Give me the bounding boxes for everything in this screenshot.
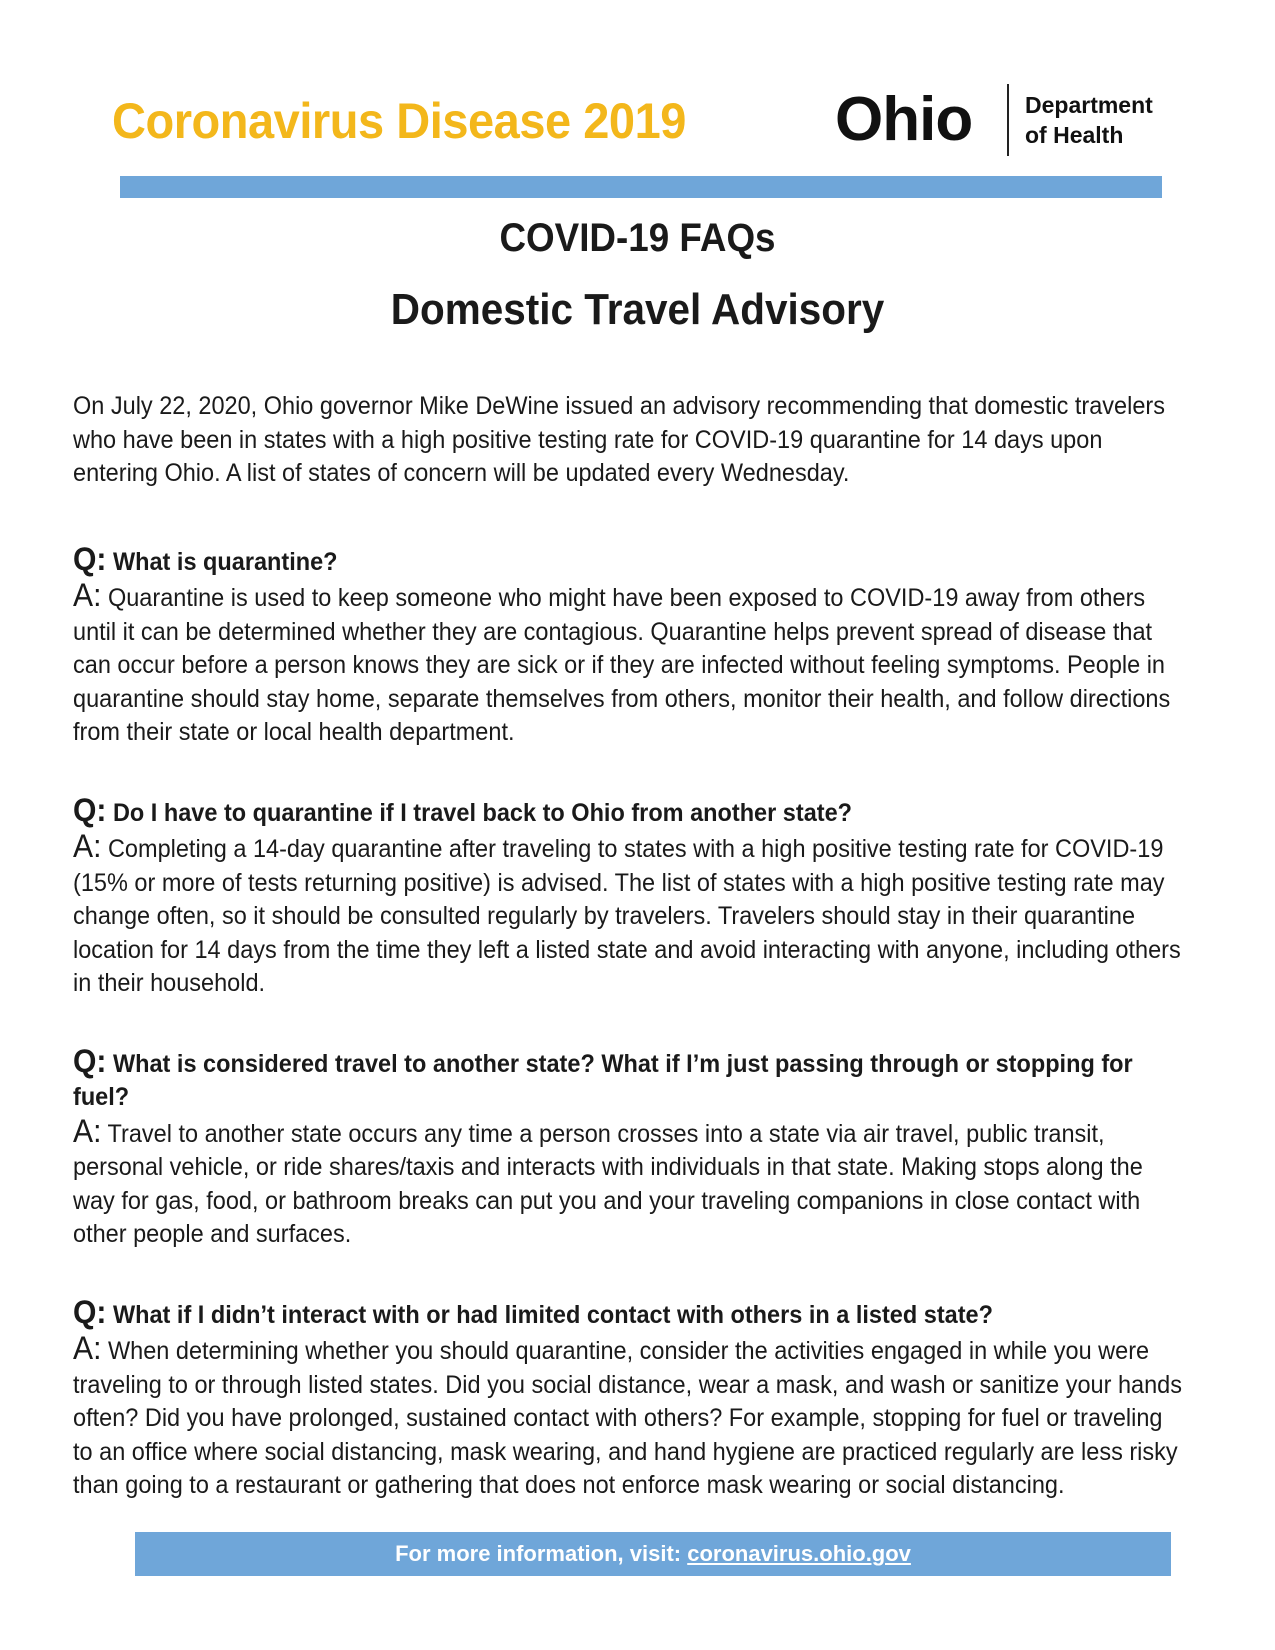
faq-question [73,1042,1182,1115]
logo-wordmark: Ohio [835,85,973,154]
question-text: What is quarantine? [112,547,338,576]
faq-item [73,1042,1182,1252]
answer-text: Quarantine is used to keep someone who might have been exposed to COVID-19 away from others until it can be determined whether they are contagious. Quarantine helps prevent spread of disease that can occur before a person knows they are sick or if they are infected without feeling symptoms. People in quarantine should stay home, separate themselves from others, monitor their health, and follow directions from their state or local health department. [73,584,1171,746]
answer-text: When determining whether you should quarantine, consider the activities engaged in while you were traveling to or through listed states. Did you social distance, wear a mask, and wash or sanitize your hands often? Did you have prolonged, sustained contact with others? For example, stopping for fuel or traveling to an office where social distancing, mask wearing, and hand hygiene are practiced regularly are less risky than going to a restaurant or gathering that does not enforce mask wearing or social distancing. [73,1337,1182,1499]
faq-question [73,540,1182,580]
answer-prefix: A: [73,577,102,613]
answer-prefix: A: [73,1112,102,1149]
logo-dept-line2: of Health [1025,122,1124,148]
ohio-department-of-health-logo [835,80,1175,160]
faq-item [73,540,1182,750]
logo-divider [1007,84,1009,156]
question-text: Do I have to quarantine if I travel back to Ohio from another state? [112,798,853,827]
faq-answer [73,1332,1182,1503]
faq-question [73,1293,1182,1333]
faq-answer [73,1112,1182,1252]
header-divider-bar [120,176,1162,198]
faq-item [73,1293,1182,1503]
document-subtitle: Domestic Travel Advisory [390,285,885,334]
answer-prefix: A: [73,1330,102,1366]
question-text: What if I didn’t interact with or had limited contact with others in a listed state? [112,1300,993,1329]
answer-text: Travel to another state occurs any time a person crosses into a state via air travel, public transit, personal vehicle, or ride shares/taxis and interacts with individuals in that state. Making stops along the way for gas, food, or bathroom breaks can put you and your traveling companions in close contact with other people and surfaces. [73,1119,1143,1248]
question-prefix: Q: [73,791,107,828]
logo-dept-line1: Department [1025,92,1153,118]
answer-prefix: A: [73,828,102,864]
answer-text: Completing a 14-day quarantine after traveling to states with a high positive testing rate for COVID-19 (15% or more of tests returning positive) is advised. The list of states with a high positive testing rate may change often, so it should be consulted regularly by travelers. Travelers should stay in their quarantine location for 14 days from the time they left a listed state and avoid interacting with anyone, including others in their household. [73,835,1181,997]
document-title: COVID-19 FAQs [499,216,776,260]
faq-item [73,791,1182,1001]
logo-department-text [1025,90,1153,150]
faq-answer [73,579,1182,750]
question-prefix: Q: [73,540,107,577]
faq-question [73,791,1182,831]
document-body [73,390,1193,1547]
footer-text: For more information, visit: [395,1541,688,1566]
question-prefix: Q: [73,1042,107,1079]
intro-paragraph: On July 22, 2020, Ohio governor Mike DeWine issued an advisory recommending that domestic travelers who have been in states with a high positive testing rate for COVID-19 quarantine for 14 days upon entering Ohio. A list of states of concern will be updated every Wednesday. [73,392,1165,487]
footer-link[interactable]: coronavirus.ohio.gov [687,1541,911,1566]
faq-answer [73,830,1182,1001]
question-prefix: Q: [73,1293,107,1330]
footer-bar [135,1532,1171,1576]
header-title: Coronavirus Disease 2019 [112,93,686,149]
question-text: What is considered travel to another state? What if I’m just passing through or stopping for fuel? [73,1049,1133,1111]
